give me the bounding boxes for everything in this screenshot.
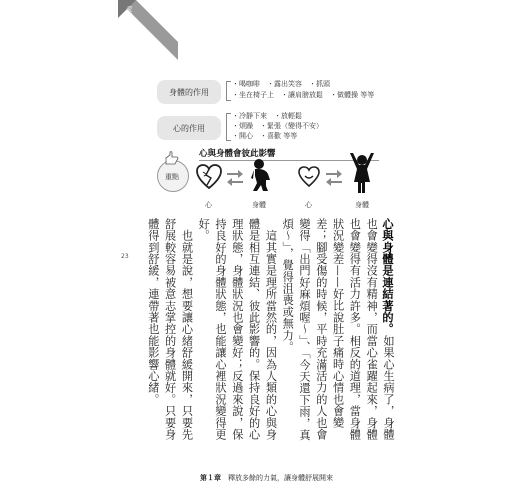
- body-function-label: 身體的作用: [169, 87, 209, 97]
- body-function-bracket: [226, 81, 231, 101]
- pointing-hand-icon: [163, 150, 181, 166]
- slumped-person-icon: [250, 158, 272, 192]
- body-sentence: 如果心生病了，身體也會變得沒有精神，而當心雀躍起來，身體也會變得有活力許多。相反的道理，當身體狀況變差——好比說肚子痛時心情也會變差；腳受傷的時候，平時充滿活力的人也會變得「出門好麻煩喔～」、「今天還下雨，真煩～」，覺得沮喪或無力。: [281, 218, 395, 441]
- mind-function-box: [157, 116, 221, 140]
- body-text: [139, 218, 396, 443]
- mind-function-item: ・煩躁 ・緊張（變得不安）: [232, 122, 323, 130]
- mind-function-item: ・開心 ・喜歡 等等: [232, 132, 298, 140]
- broken-heart-icon: [195, 163, 223, 191]
- page-number: 23: [121, 253, 129, 260]
- cheering-person-icon: [348, 152, 376, 194]
- corner-label: 愛的學習: [125, 6, 132, 30]
- figure-mind-label: 心: [205, 201, 212, 209]
- body-function-item: ・喝咖啡 ・露出笑容 ・抓頭: [232, 80, 330, 88]
- chapter-footer: [200, 473, 333, 483]
- key-point-label: 重點: [165, 173, 179, 181]
- body-function-box: [157, 80, 221, 104]
- figure-mind-label: 心: [305, 201, 312, 209]
- smiling-heart-icon: [297, 165, 321, 189]
- exchange-arrows-icon: [226, 168, 244, 186]
- body-paragraph: 這其實是理所當然的，因為人類的心與身體是相互連結、彼此影響的。保持良好的心理狀態，身體狀況也會變好；反過來說，保持良好的身體狀態，也能讓心裡狀況變得更好。: [197, 218, 278, 441]
- figure-body-label: 身體: [252, 201, 266, 209]
- mutual-influence-title: 心與身體會彼此影響: [199, 149, 276, 159]
- mind-function-item: ・冷靜下來 ・放輕鬆: [232, 112, 302, 120]
- mind-function-label: 心的作用: [173, 123, 205, 133]
- body-function-item: ・坐在椅子上 ・讓肩膀放鬆 ・做體操 等等: [232, 91, 375, 99]
- chapter-number: 第１章: [200, 474, 221, 482]
- body-paragraph: [278, 218, 396, 443]
- body-paragraph: 也就是說，想要讓心緒舒緩開來，只要先舒展較容易被意志掌控的身體就好。只要身體得到舒緩，連帶著也能影響心緒。: [146, 218, 194, 441]
- mind-function-bracket: [226, 113, 231, 141]
- chapter-title: 釋放多餘的力氣，讓身體舒展開來: [228, 474, 333, 482]
- exchange-arrows-icon: [325, 168, 343, 186]
- lead-sentence: 心與身體是連結著的。: [381, 218, 395, 335]
- figure-body-label: 身體: [355, 201, 369, 209]
